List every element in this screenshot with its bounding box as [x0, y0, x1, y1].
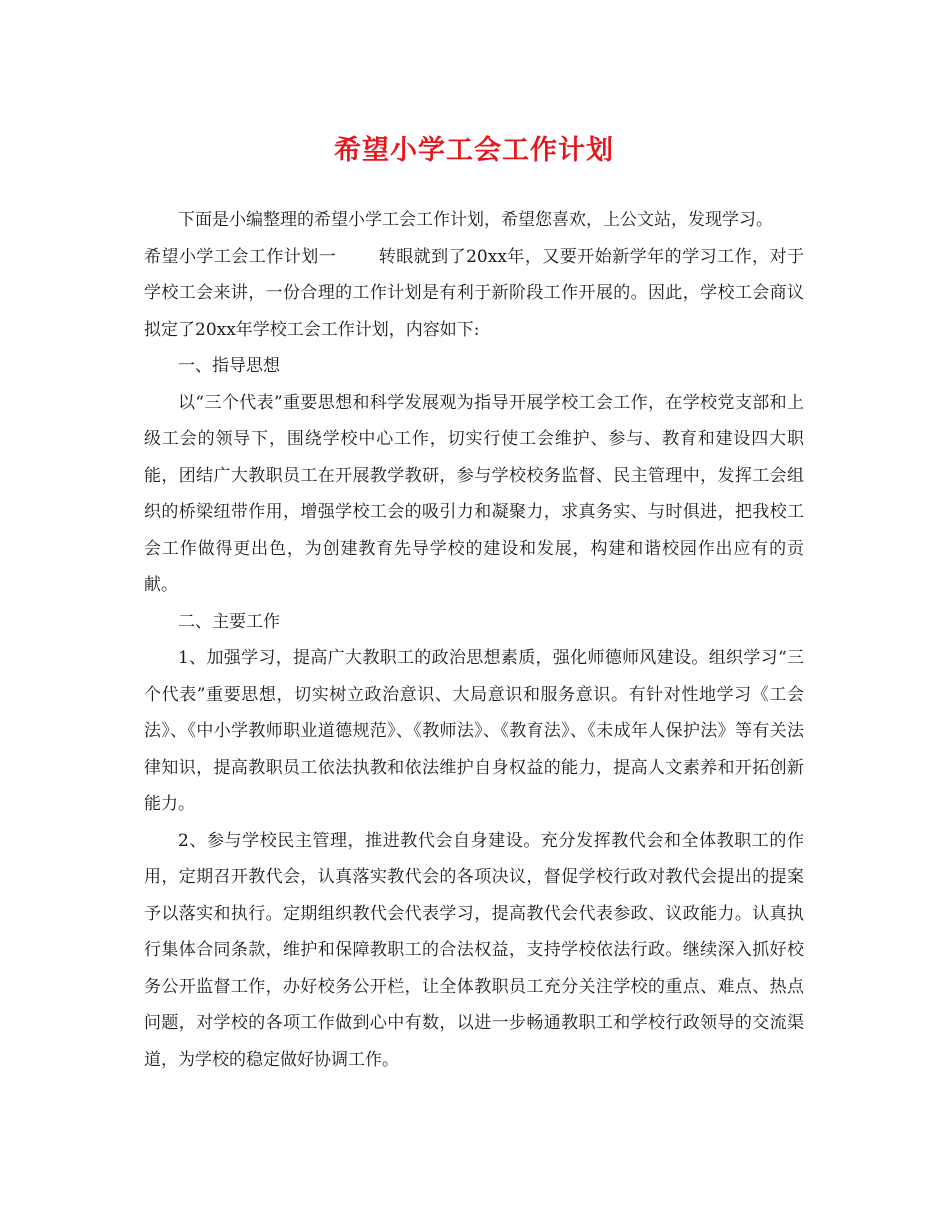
main-work-item-2: 2、参与学校民主管理，推进教代会自身建设。充分发挥教代会和全体教职工的作用，定期召开教代会，认真落实教代会的各项决议，督促学校行政对教代会提出的提案予以落实和执行。定期组织教代会代表学习，提高教代会代表参政、议政能力。认真执行集体合同条款，维护和保障教职工的合法权益，支持学校依法行政。继续深入抓好校务公开监督工作，办好校务公开栏，让全体教职员工充分关注学校的重点、难点、热点问题，对学校的各项工作做到心中有数，以进一步畅通教职工和学校行政领导的交流渠道，为学校的稳定做好协调工作。: [144, 830, 804, 1070]
document-body: [144, 202, 804, 1078]
plan-intro-text: 转眼就到了20xx年，又要开始新学年的学习工作，对于学校工会来讲，一份合理的工作计划是有利于新阶段工作开展的。因此，学校工会商议拟定了20xx年学校工会工作计划，内容如下:: [144, 246, 805, 340]
main-work-item-1: 1、加强学习，提高广大教职工的政治思想素质，强化师德师风建设。组织学习“三个代表”重要思想，切实树立政治意识、大局意识和服务意识。有针对性地学习《工会法》、《中小学教师职业道德规范》、《教师法》、《教育法》、《未成年人保护法》等有关法律知识，提高教职员工依法执教和依法维护自身权益的能力，提高人文素养和开拓创新能力。: [144, 648, 804, 814]
section-heading-guiding-thought: 一、指导思想: [178, 356, 280, 376]
section-heading-main-work: 二、主要工作: [178, 611, 280, 632]
plan-intro-paragraph: [144, 239, 804, 349]
document-title: 希望小学工会工作计划: [334, 135, 614, 166]
intro-paragraph: 下面是小编整理的希望小学工会工作计划，希望您喜欢，上公文站，发现学习。: [178, 210, 773, 230]
plan-label: 希望小学工会工作计划一: [144, 246, 337, 267]
guiding-thought-paragraph: 以“三个代表”重要思想和科学发展观为指导开展学校工会工作，在学校党支部和上级工会的领导下，围绕学校中心工作，切实行使工会维护、参与、教育和建设四大职能，团结广大教职员工在开展教学教研，参与学校校务监督、民主管理中，发挥工会组织的桥梁纽带作用，增强学校工会的吸引力和凝聚力，求真务实、与时俱进，把我校工会工作做得更出色，为创建教育先导学校的建设和发展，构建和谐校园作出应有的贡献。: [144, 392, 804, 595]
